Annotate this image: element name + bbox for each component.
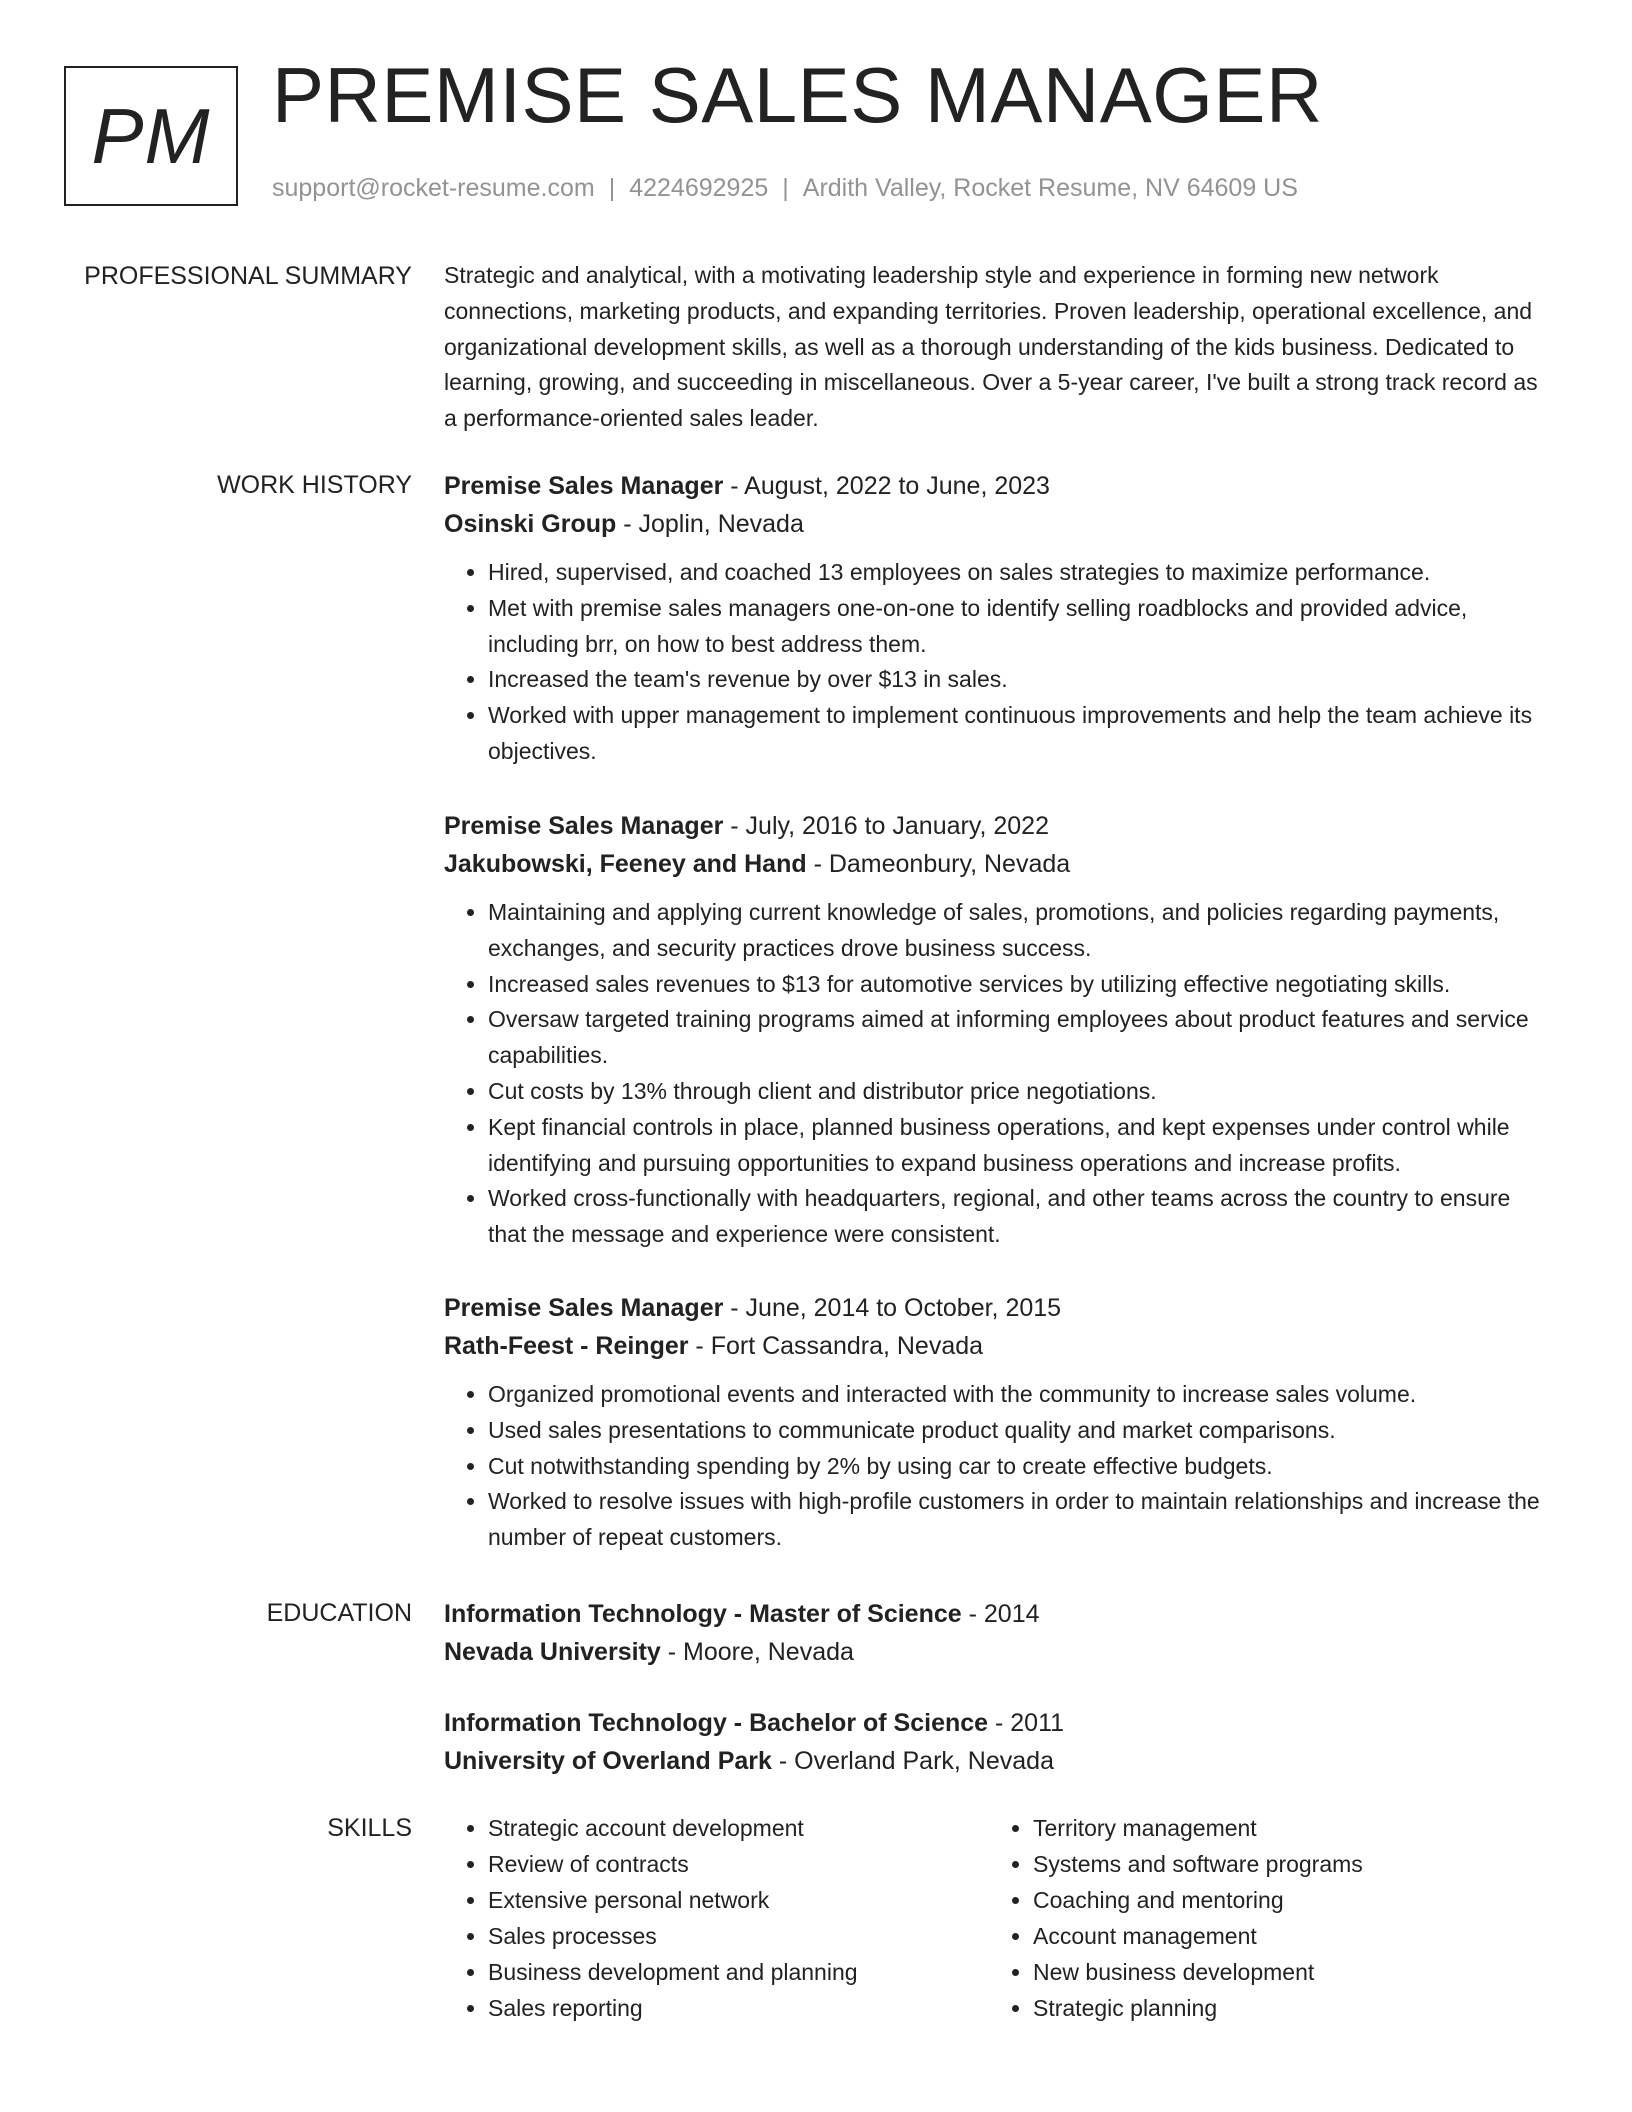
job-bullet: • Hired, supervised, and coached 13 employees on sales strategies to maximize performance. <box>488 555 1544 591</box>
contact-separator: | <box>782 174 789 202</box>
job-bullet: • Kept financial controls in place, planned business operations, and kept expenses under control while identifying and pursuing opportunities to expand business operations and increase profits. <box>488 1110 1544 1182</box>
contact-separator: | <box>608 174 616 202</box>
job-company: Jakubowski, Feeney and Hand <box>444 850 807 878</box>
skill-item: • Sales reporting <box>488 1990 989 2026</box>
job-bullet: • Oversaw targeted training programs aimed at informing employees about product features and service capabilities. <box>488 1002 1544 1074</box>
education-year: - 2014 <box>961 1600 1040 1628</box>
job-bullets <box>444 895 1544 1253</box>
job-location: - Fort Cassandra, Nevada <box>688 1332 984 1360</box>
contact-phone[interactable]: 4224692925 <box>629 174 769 202</box>
job-location: - Dameonbury, Nevada <box>806 850 1071 878</box>
skills-grid <box>444 1810 1544 2026</box>
skill-item: • Strategic planning <box>1033 1990 1534 2026</box>
skills-column-right <box>989 1810 1534 2026</box>
job-entry <box>444 807 1544 1253</box>
section-label-summary: PROFESSIONAL SUMMARY <box>84 262 412 290</box>
job-bullet: • Cut costs by 13% through client and distributor price negotiations. <box>488 1074 1544 1110</box>
education-degree-line <box>444 1704 1064 1742</box>
skill-item: • Review of contracts <box>488 1846 989 1882</box>
skill-item: • Systems and software programs <box>1033 1846 1534 1882</box>
job-title: Premise Sales Manager <box>444 472 724 500</box>
job-title-line <box>444 807 1544 845</box>
education-year: - 2011 <box>988 1709 1065 1737</box>
job-location: - Joplin, Nevada <box>616 510 804 538</box>
job-bullet: • Maintaining and applying current knowledge of sales, promotions, and policies regarding payments, exchanges, and security practices drove business success. <box>488 895 1544 967</box>
education-school-line <box>444 1633 1040 1671</box>
job-bullet: • Worked with upper management to implement continuous improvements and help the team achieve its objectives. <box>488 698 1544 770</box>
skill-item: • Coaching and mentoring <box>1033 1882 1534 1918</box>
section-label-work-history: WORK HISTORY <box>217 471 412 499</box>
contact-line <box>272 176 1298 201</box>
job-title: Premise Sales Manager <box>444 1294 724 1322</box>
education-school: University of Overland Park <box>444 1747 772 1775</box>
job-company: Rath-Feest - Reinger <box>444 1332 689 1360</box>
education-location: - Moore, Nevada <box>660 1638 854 1666</box>
job-company: Osinski Group <box>444 510 617 538</box>
education-location: - Overland Park, Nevada <box>771 1747 1054 1775</box>
education-entry <box>444 1704 1064 1780</box>
job-bullet: • Cut notwithstanding spending by 2% by using car to create effective budgets. <box>488 1449 1544 1485</box>
summary-text: Strategic and analytical, with a motivating leadership style and experience in forming new network connections, marketing products, and expanding territories. Proven leadership, operational excellence, and organizational development skills, as well as a thorough understanding of the kids business. Dedicated to learning, growing, and succeeding in miscellaneous. Over a 5-year career, I've built a strong track record as a performance-oriented sales leader. <box>444 262 1538 432</box>
skill-item: • New business development <box>1033 1954 1534 1990</box>
job-dates: - August, 2022 to June, 2023 <box>723 472 1050 500</box>
job-bullet: • Worked cross-functionally with headquarters, regional, and other teams across the country to ensure that the message and experience were consistent. <box>488 1181 1544 1253</box>
skill-item: • Strategic account development <box>488 1810 989 1846</box>
job-company-line <box>444 505 1544 543</box>
job-bullet: • Organized promotional events and interacted with the community to increase sales volume. <box>488 1377 1544 1413</box>
job-title: Premise Sales Manager <box>444 812 724 840</box>
contact-email[interactable]: support@rocket-resume.com <box>272 174 595 202</box>
section-label-education: EDUCATION <box>266 1599 412 1627</box>
skill-item: • Account management <box>1033 1918 1534 1954</box>
skill-item: • Territory management <box>1033 1810 1534 1846</box>
monogram: PM <box>64 66 238 206</box>
job-bullets <box>444 1377 1544 1556</box>
job-bullet: • Worked to resolve issues with high-profile customers in order to maintain relationships and increase the number of repeat customers. <box>488 1484 1544 1556</box>
job-title-line <box>444 1289 1544 1327</box>
job-dates: - July, 2016 to January, 2022 <box>723 812 1049 840</box>
job-bullets <box>444 555 1544 770</box>
education-degree: Information Technology - Bachelor of Science <box>444 1709 989 1737</box>
job-bullet: • Increased sales revenues to $13 for automotive services by utilizing effective negotiating skills. <box>488 967 1544 1003</box>
education-school-line <box>444 1742 1064 1780</box>
skill-item: • Extensive personal network <box>488 1882 989 1918</box>
job-company-line <box>444 1327 1544 1365</box>
skill-item: • Business development and planning <box>488 1954 989 1990</box>
skills-column-left <box>444 1810 989 2026</box>
section-label-skills: SKILLS <box>327 1814 412 1842</box>
job-bullet: • Increased the team's revenue by over $13 in sales. <box>488 662 1544 698</box>
job-bullet: • Used sales presentations to communicate product quality and market comparisons. <box>488 1413 1544 1449</box>
education-degree: Information Technology - Master of Science <box>444 1600 962 1628</box>
resume-name: PREMISE SALES MANAGER <box>272 51 1323 139</box>
education-entry <box>444 1595 1040 1671</box>
job-entry <box>444 467 1544 770</box>
skill-item: • Sales processes <box>488 1918 989 1954</box>
contact-address: Ardith Valley, Rocket Resume, NV 64609 US <box>802 174 1298 202</box>
job-dates: - June, 2014 to October, 2015 <box>723 1294 1062 1322</box>
job-company-line <box>444 845 1544 883</box>
education-degree-line <box>444 1595 1040 1633</box>
job-title-line <box>444 467 1544 505</box>
job-entry <box>444 1289 1544 1556</box>
job-bullet: • Met with premise sales managers one-on-one to identify selling roadblocks and provided advice, including brr, on how to best address them. <box>488 591 1544 663</box>
education-school: Nevada University <box>444 1638 661 1666</box>
